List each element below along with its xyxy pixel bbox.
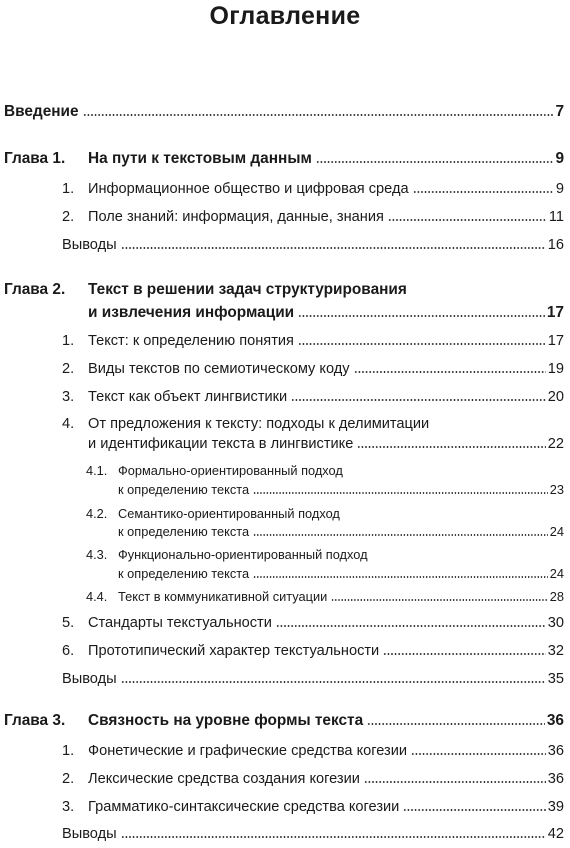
toc-entry[interactable] xyxy=(62,361,564,377)
dot-leader xyxy=(121,681,546,683)
item-number: 6. xyxy=(62,643,75,659)
toc-entry-title: Введение xyxy=(4,103,79,120)
toc-entry-title: Функционально-ориентированный подход xyxy=(118,547,368,562)
item-number: 1. xyxy=(62,181,75,197)
toc-page-number: 20 xyxy=(547,389,564,405)
dot-leader xyxy=(253,534,548,536)
toc-chapter-2[interactable] xyxy=(88,304,564,322)
toc-entry-title: Текст: к определению понятия xyxy=(88,333,294,349)
chapter-title-continued: и извлечения информации xyxy=(88,304,295,321)
toc-entry-title-continued: и идентификации текста в лингвистике xyxy=(88,436,354,452)
dot-leader xyxy=(403,809,545,811)
toc-entry-conclusions[interactable] xyxy=(62,826,564,842)
toc-entry-title: Информационное общество и цифровая среда xyxy=(88,181,409,197)
toc-entry-title: Виды текстов по семиотическому коду xyxy=(88,361,350,377)
toc-page-number: 36 xyxy=(547,743,564,759)
toc-entry[interactable] xyxy=(62,771,564,787)
toc-subentry-4-4[interactable] xyxy=(86,589,564,604)
dot-leader xyxy=(367,723,545,725)
item-number: 2. xyxy=(62,361,75,377)
toc-page-number: 39 xyxy=(547,799,564,815)
item-number: 2. xyxy=(62,209,75,225)
toc-entry-title: Формально-ориентированный подход xyxy=(118,463,343,478)
toc-page-number: 16 xyxy=(547,237,564,253)
toc-page-number: 17 xyxy=(547,333,564,349)
dot-leader xyxy=(354,371,546,373)
toc-entry-title-continued: к определению текста xyxy=(118,566,250,581)
toc-page-number: 30 xyxy=(547,615,564,631)
toc-page-number: 17 xyxy=(546,304,564,321)
toc-entry-title: Выводы xyxy=(62,237,117,253)
toc-entry-introduction[interactable] xyxy=(4,103,564,121)
dot-leader xyxy=(276,625,546,627)
item-number: 3. xyxy=(62,799,75,815)
toc-entry[interactable] xyxy=(62,643,564,659)
toc-chapter-3[interactable] xyxy=(4,712,564,730)
item-number: 2. xyxy=(62,771,75,787)
toc-entry-title: Текст как объект лингвистики xyxy=(88,389,288,405)
dot-leader xyxy=(298,315,545,317)
toc-page-number: 36 xyxy=(546,712,564,729)
toc-entry-4[interactable] xyxy=(88,436,564,452)
toc-subentry-4-3[interactable] xyxy=(118,566,564,581)
item-number: 1. xyxy=(62,743,75,759)
dot-leader xyxy=(383,653,546,655)
chapter-label: Глава 1. xyxy=(4,150,66,167)
toc-page-number: 35 xyxy=(547,671,564,687)
toc-entry-title: Выводы xyxy=(62,826,117,842)
toc-entry-title: Семантико-ориентированный подход xyxy=(118,506,340,521)
toc-entry[interactable] xyxy=(62,209,564,225)
toc-page-number: 22 xyxy=(547,436,564,452)
dot-leader xyxy=(388,219,547,221)
toc-entry-title: Грамматико-синтаксические средства когезии xyxy=(88,799,400,815)
chapter-title: На пути к текстовым данным xyxy=(88,150,312,167)
toc-chapter-2-line1[interactable] xyxy=(4,281,407,299)
toc-page-number: 9 xyxy=(555,181,564,197)
toc-page-number: 9 xyxy=(555,150,564,167)
toc-entry[interactable] xyxy=(62,615,564,631)
chapter-label: Глава 3. xyxy=(4,712,66,729)
chapter-title: Текст в решении задач структурирования xyxy=(88,281,407,298)
toc-page-number: 19 xyxy=(547,361,564,377)
toc-page-number: 7 xyxy=(555,103,564,120)
dot-leader xyxy=(411,753,546,755)
chapter-label: Глава 2. xyxy=(4,281,66,298)
item-number: 1. xyxy=(62,333,75,349)
dot-leader xyxy=(298,343,546,345)
dot-leader xyxy=(331,599,547,601)
toc-entry-title: Стандарты текстуальности xyxy=(88,615,272,631)
toc-entry-title: Фонетические и графические средства когезии xyxy=(88,743,408,759)
toc-entry-title: От предложения к тексту: подходы к делимитации xyxy=(88,416,430,432)
toc-entry-title-continued: к определению текста xyxy=(118,482,250,497)
dot-leader xyxy=(357,446,545,448)
toc-entry-conclusions[interactable] xyxy=(62,237,564,253)
toc-entry[interactable] xyxy=(62,181,564,197)
toc-entry[interactable] xyxy=(62,743,564,759)
toc-entry-title: Выводы xyxy=(62,671,117,687)
toc-page-number: 11 xyxy=(548,209,564,225)
toc-entry[interactable] xyxy=(62,389,564,405)
toc-entry-title: Лексические средства создания когезии xyxy=(88,771,360,787)
toc-page-number: 23 xyxy=(549,482,564,497)
item-number: 4. xyxy=(62,416,75,432)
dot-leader xyxy=(413,191,554,193)
page-title: Оглавление xyxy=(209,2,361,30)
toc-subentry-4-2[interactable] xyxy=(118,524,564,539)
toc-entry[interactable] xyxy=(62,799,564,815)
item-number: 4.1. xyxy=(86,463,108,478)
dot-leader xyxy=(83,114,554,116)
item-number: 4.3. xyxy=(86,547,108,562)
toc-entry-title-continued: к определению текста xyxy=(118,524,250,539)
toc-subentry-4-1[interactable] xyxy=(118,482,564,497)
toc-entry-title: Прототипический характер текстуальности xyxy=(88,643,380,659)
item-number: 4.4. xyxy=(86,589,108,604)
chapter-title: Связность на уровне формы текста xyxy=(88,712,364,729)
dot-leader xyxy=(121,247,546,249)
toc-entry-conclusions[interactable] xyxy=(62,671,564,687)
item-number: 5. xyxy=(62,615,75,631)
toc-page-number: 42 xyxy=(547,826,564,842)
toc-page-number: 36 xyxy=(547,771,564,787)
toc-subentry-4-1-line1[interactable] xyxy=(86,463,343,478)
toc-page-number: 24 xyxy=(549,524,564,539)
toc-chapter-1[interactable] xyxy=(4,150,564,168)
toc-subentry-4-3-line1[interactable] xyxy=(86,547,368,562)
toc-page-number: 28 xyxy=(549,589,564,604)
toc-subentry-4-2-line1[interactable] xyxy=(86,506,340,521)
dot-leader xyxy=(253,492,548,494)
dot-leader xyxy=(121,836,546,838)
toc-page-number: 24 xyxy=(549,566,564,581)
dot-leader xyxy=(316,161,554,163)
toc-page-number: 32 xyxy=(547,643,564,659)
toc-entry[interactable] xyxy=(62,333,564,349)
toc-entry-4-line1[interactable] xyxy=(62,416,429,432)
item-number: 3. xyxy=(62,389,75,405)
item-number: 4.2. xyxy=(86,506,108,521)
toc-entry-title: Текст в коммуникативной ситуации xyxy=(118,589,328,604)
dot-leader xyxy=(364,781,546,783)
dot-leader xyxy=(291,399,546,401)
dot-leader xyxy=(253,576,548,578)
toc-entry-title: Поле знаний: информация, данные, знания xyxy=(88,209,384,225)
